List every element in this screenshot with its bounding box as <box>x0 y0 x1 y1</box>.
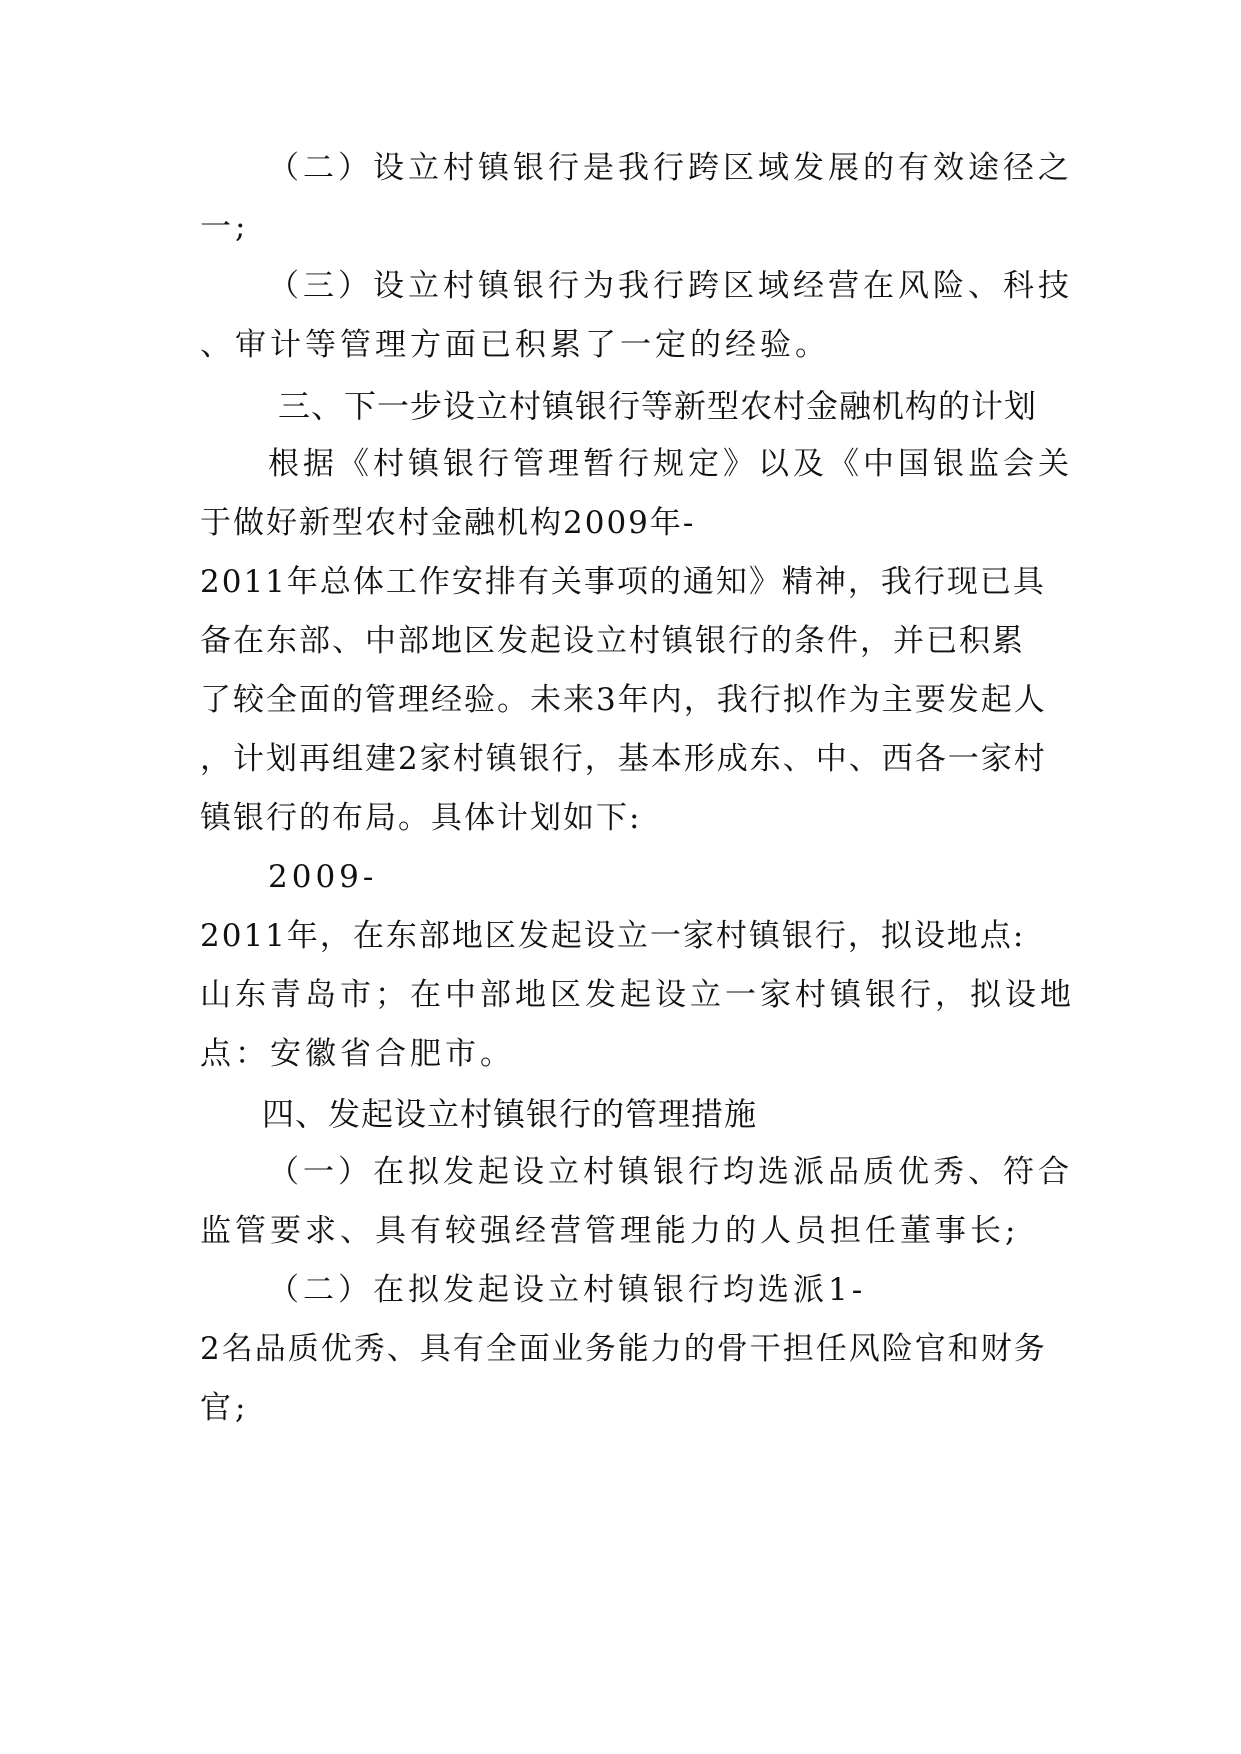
paragraph-line: 根据《村镇银行管理暂行规定》以及《中国银监会关 <box>268 446 1073 482</box>
paragraph-line: 2011年总体工作安排有关事项的通知》精神，我行现已具 <box>200 564 1046 600</box>
paragraph-line: 备在东部、中部地区发起设立村镇银行的条件，并已积累 <box>200 623 1025 659</box>
paragraph-line: 了较全面的管理经验。未来3年内，我行拟作为主要发起人 <box>200 682 1047 718</box>
paragraph-line: ，计划再组建2家村镇银行，基本形成东、中、西各一家村 <box>200 741 1047 777</box>
paragraph-line: （二）在拟发起设立村镇银行均选派1- <box>268 1272 867 1308</box>
paragraph-line: 山东青岛市；在中部地区发起设立一家村镇银行，拟设地 <box>200 977 1075 1013</box>
paragraph-line: （一）在拟发起设立村镇银行均选派品质优秀、符合 <box>268 1154 1073 1190</box>
paragraph-line: 2011年，在东部地区发起设立一家村镇银行，拟设地点: <box>200 918 1026 954</box>
paragraph-line: 于做好新型农村金融机构2009年- <box>200 505 696 541</box>
paragraph-line: 官; <box>200 1390 250 1426</box>
paragraph-line: 镇银行的布局。具体计划如下: <box>200 800 642 836</box>
section-heading-4: 四、发起设立村镇银行的管理措施 <box>262 1095 758 1133</box>
paragraph-line: 2009- <box>268 859 378 895</box>
paragraph-line: 、审计等管理方面已积累了一定的经验。 <box>200 327 830 363</box>
paragraph-line: 一; <box>200 209 250 245</box>
paragraph-line: （二）设立村镇银行是我行跨区域发展的有效途径之 <box>268 150 1073 186</box>
paragraph-line: 点：安徽省合肥市。 <box>200 1036 515 1072</box>
paragraph-line: （三）设立村镇银行为我行跨区域经营在风险、科技 <box>268 268 1073 304</box>
paragraph-line: 2名品质优秀、具有全面业务能力的骨干担任风险官和财务 <box>200 1331 1047 1367</box>
section-heading-3: 三、下一步设立村镇银行等新型农村金融机构的计划 <box>278 387 1038 425</box>
paragraph-line: 监管要求、具有较强经营管理能力的人员担任董事长; <box>200 1213 1020 1249</box>
